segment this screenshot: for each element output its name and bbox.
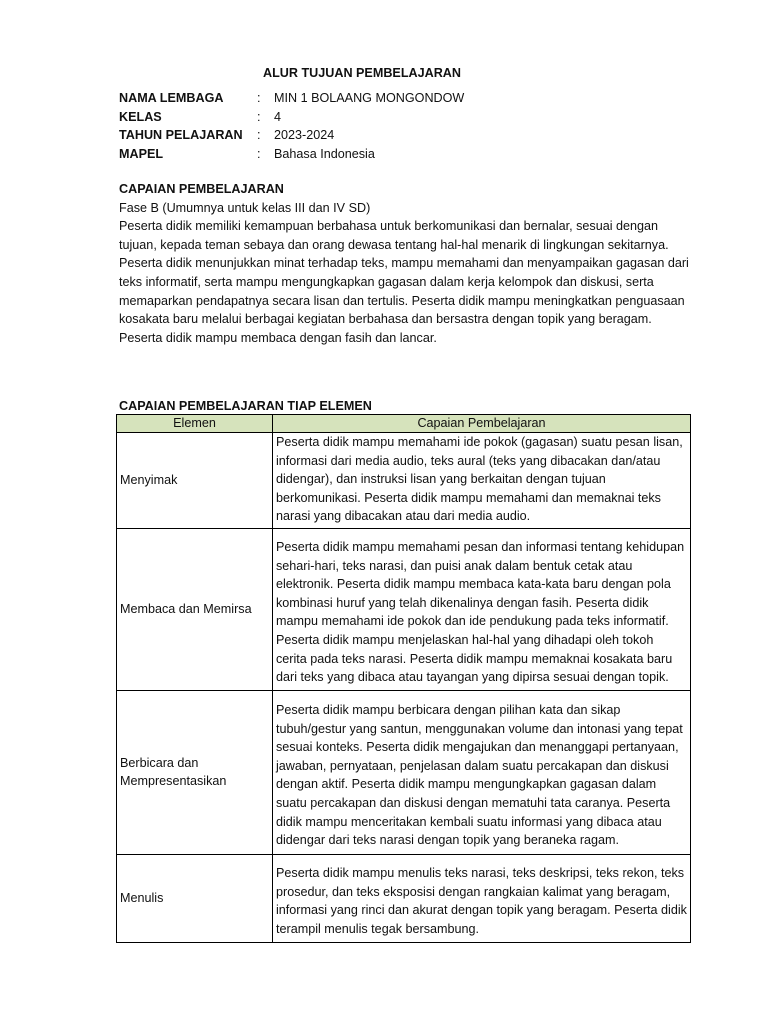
table-row <box>117 854 691 942</box>
meta-label: KELAS <box>119 109 162 124</box>
capaian-cell: Peserta didik mampu menulis teks narasi, teks deskripsi, teks rekon, teks prosedur, dan teks eksposisi dengan rangkaian kalimat yang beragam, informasi yang rinci dan akurat dengan topik yang beragam. Peserta didik terampil menulis tegak bersambung. <box>273 854 691 942</box>
meta-value: Bahasa Indonesia <box>274 147 375 162</box>
elemen-table <box>116 414 691 943</box>
table-row <box>117 690 691 854</box>
capaian-cell: Peserta didik mampu berbicara dengan pilihan kata dan sikap tubuh/gestur yang santun, menggunakan volume dan intonasi yang tepat sesuai konteks. Peserta didik mengajukan dan menanggapi pertanyaan, jawaban, pernyataan, penjelasan dalam suatu percakapan dan diskusi dengan aktif. Peserta didik mampu mengungkapkan gagasan dalam suatu percakapan dan diskusi dengan mematuhi tata caranya. Peserta didik mampu menceritakan kembali suatu informasi yang dibaca atau didengar dari teks narasi dengan topik yang beraneka ragam. <box>273 690 691 854</box>
phase-label: Fase B (Umumnya untuk kelas III dan IV SD) <box>119 200 371 215</box>
table-row <box>117 433 691 529</box>
meta-row-kelas <box>119 108 679 127</box>
table-header-row <box>117 415 691 433</box>
meta-row-tahun-pelajaran <box>119 126 679 145</box>
elemen-cell: Membaca dan Memirsa <box>117 528 273 690</box>
column-header-capaian: Capaian Pembelajaran <box>273 415 691 433</box>
elemen-cell: Menulis <box>117 854 273 942</box>
meta-label: TAHUN PELAJARAN <box>119 128 243 143</box>
capaian-pembelajaran-section <box>119 180 691 347</box>
meta-separator: : <box>257 128 261 143</box>
meta-row-nama-lembaga <box>119 89 679 108</box>
meta-separator: : <box>257 109 261 124</box>
meta-value: MIN 1 BOLAANG MONGONDOW <box>274 91 465 105</box>
meta-separator: : <box>257 91 261 105</box>
identity-block <box>119 89 679 164</box>
capaian-cell: Peserta didik mampu memahami ide pokok (gagasan) suatu pesan lisan, informasi dari media audio, teks aural (teks yang dibacakan dan/atau didengar), dan instruksi lisan yang berkaitan dengan tujuan berkomunikasi. Peserta didik mampu memahami dan memaknai teks narasi yang dibacakan atau dari media audio. <box>273 433 691 529</box>
capaian-cell: Peserta didik mampu memahami pesan dan informasi tentang kehidupan sehari-hari, teks narasi, dan puisi anak dalam bentuk cetak atau elektronik. Peserta didik mampu membaca kata-kata baru dengan pola kombinasi huruf yang telah dikenalinya dengan fasih. Peserta didik mampu memahami ide pokok dan ide pendukung pada teks informatif. Peserta didik mampu menjelaskan hal-hal yang dihadapi oleh tokoh cerita pada teks narasi. Peserta didik mampu memaknai kosakata baru dari teks yang dibaca atau tayangan yang dipirsa sesuai dengan topik. <box>273 528 691 690</box>
document-title: ALUR TUJUAN PEMBELAJARAN <box>262 66 461 80</box>
meta-value: 4 <box>274 109 282 124</box>
section-heading: CAPAIAN PEMBELAJARAN <box>119 182 284 196</box>
column-header-elemen: Elemen <box>117 415 273 433</box>
meta-label: MAPEL <box>119 147 164 162</box>
capaian-paragraph: Peserta didik memiliki kemampuan berbahasa untuk berkomunikasi dan bernalar, sesuai dengan tujuan, kepada teman sebaya dan orang dewasa tentang hal-hal menarik di lingkungan sekitarnya. Peserta didik menunjukkan minat terhadap teks, mampu memahami dan menyampaikan gagasan dari teks informatif, serta mampu mengungkapkan gagasan dalam kerja kelompok dan diskusi, serta memaparkan pendapatnya secara lisan dan tertulis. Peserta didik mampu meningkatkan penguasaan kosakata baru melalui berbagai kegiatan berbahasa dan bersastra dengan topik yang beragam. Peserta didik mampu membaca dengan fasih dan lancar. <box>119 219 689 345</box>
elemen-cell: Menyimak <box>117 433 273 529</box>
meta-row-mapel <box>119 145 679 164</box>
elemen-cell: Berbicara dan Mempresentasikan <box>117 690 273 854</box>
meta-separator: : <box>257 147 261 162</box>
meta-value: 2023-2024 <box>274 128 335 143</box>
table-row <box>117 528 691 690</box>
meta-label: NAMA LEMBAGA <box>119 91 224 105</box>
elemen-section-heading: CAPAIAN PEMBELAJARAN TIAP ELEMEN <box>119 399 372 413</box>
